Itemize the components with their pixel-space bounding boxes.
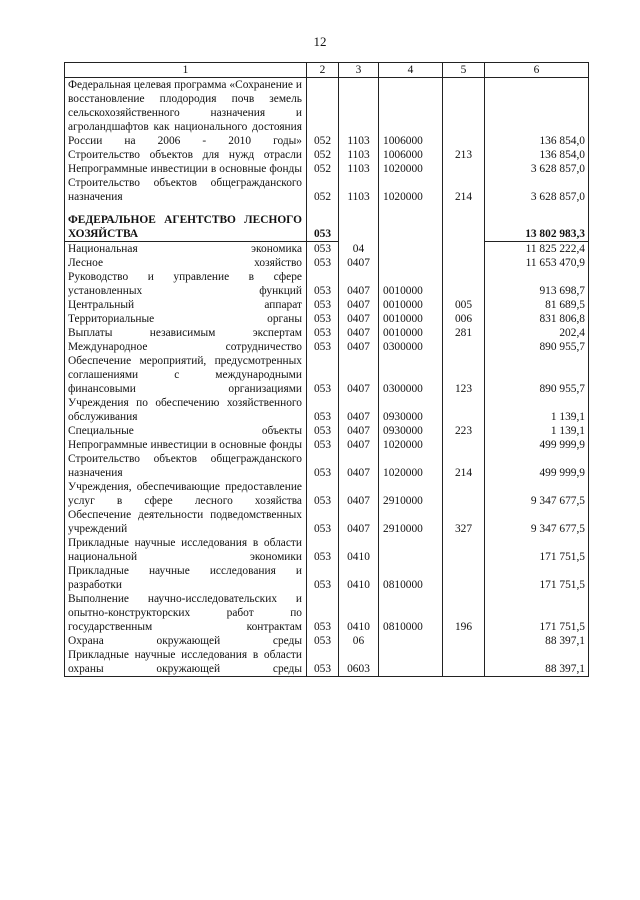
ministry-code: 053 [307,592,339,634]
section-code: 0407 [339,326,379,340]
section-code: 0407 [339,340,379,354]
table-body [65,78,589,677]
expense-type-code [443,213,485,242]
row-amount: 171 751,5 [485,536,589,564]
expense-type-code: 214 [443,176,485,204]
table-row [65,340,589,354]
row-name: Строительство объектов общегражданского назначения [65,452,307,480]
target-code: 1006000 [379,148,443,162]
table-row [65,438,589,452]
table-row [65,256,589,270]
row-name: Строительство объектов общегражданского назначения [65,176,307,204]
expense-type-code [443,536,485,564]
row-name: Прикладные научные исследования в области охраны окружающей среды [65,648,307,677]
section-code: 1103 [339,148,379,162]
ministry-code: 052 [307,162,339,176]
expense-type-code: 327 [443,508,485,536]
row-amount: 136 854,0 [485,148,589,162]
row-amount: 11 825 222,4 [485,242,589,257]
target-code: 0300000 [379,340,443,354]
ministry-code: 053 [307,508,339,536]
expense-type-code: 006 [443,312,485,326]
target-code: 1020000 [379,162,443,176]
target-code [379,213,443,242]
spacer-row [65,204,589,213]
ministry-code: 053 [307,480,339,508]
ministry-code: 052 [307,176,339,204]
row-amount: 88 397,1 [485,648,589,677]
table-row [65,326,589,340]
target-code: 0010000 [379,312,443,326]
row-name: Учреждения по обеспечению хозяйственного обслуживания [65,396,307,424]
row-name: Непрограммные инвестиции в основные фонды [65,438,307,452]
target-code: 1006000 [379,78,443,149]
ministry-code: 052 [307,148,339,162]
row-name: Обеспечение деятельности подведомственных учреждений [65,508,307,536]
target-code [379,634,443,648]
target-code [379,648,443,677]
ministry-code: 053 [307,242,339,257]
ministry-code: 053 [307,452,339,480]
expense-type-code [443,564,485,592]
row-amount: 831 806,8 [485,312,589,326]
table-row [65,270,589,298]
table-row [65,480,589,508]
spacer-cell [379,204,443,213]
table-row [65,648,589,677]
table-row [65,354,589,396]
expense-type-code [443,340,485,354]
section-code: 0407 [339,508,379,536]
row-amount: 1 139,1 [485,424,589,438]
row-amount: 202,4 [485,326,589,340]
row-name: Территориальные органы [65,312,307,326]
row-name: Международное сотрудничество [65,340,307,354]
spacer-cell [485,204,589,213]
target-code: 0010000 [379,270,443,298]
table-row [65,452,589,480]
table-row [65,396,589,424]
expense-type-code [443,162,485,176]
ministry-code: 053 [307,312,339,326]
ministry-code: 053 [307,396,339,424]
ministry-code: 053 [307,340,339,354]
table-row [65,564,589,592]
budget-table [64,62,589,677]
row-amount: 499 999,9 [485,438,589,452]
section-code: 0410 [339,592,379,634]
header-col-1: 1 [65,63,307,78]
target-code: 0810000 [379,592,443,634]
expense-type-code [443,242,485,257]
table-row [65,242,589,257]
spacer-cell [443,204,485,213]
row-name: Выполнение научно-исследовательских и опытно-конструкторских работ по государственным контрактам [65,592,307,634]
section-code: 0407 [339,480,379,508]
row-name: Лесное хозяйство [65,256,307,270]
row-name: ФЕДЕРАЛЬНОЕ АГЕНТСТВО ЛЕСНОГО ХОЗЯЙСТВА [65,213,307,242]
row-name: Строительство объектов для нужд отрасли [65,148,307,162]
row-name: Учреждения, обеспечивающие предоставление услуг в сфере лесного хозяйства [65,480,307,508]
table-row [65,162,589,176]
target-code: 1020000 [379,438,443,452]
row-amount: 9 347 677,5 [485,480,589,508]
ministry-code: 053 [307,298,339,312]
header-col-5: 5 [443,63,485,78]
section-code: 0407 [339,270,379,298]
row-amount: 3 628 857,0 [485,176,589,204]
header-col-2: 2 [307,63,339,78]
target-code [379,536,443,564]
section-code: 0407 [339,354,379,396]
row-amount: 11 653 470,9 [485,256,589,270]
ministry-code: 053 [307,270,339,298]
section-code [339,213,379,242]
row-amount: 88 397,1 [485,634,589,648]
row-amount: 890 955,7 [485,354,589,396]
target-code: 0810000 [379,564,443,592]
section-code: 0407 [339,424,379,438]
target-code: 0930000 [379,424,443,438]
section-code: 0407 [339,438,379,452]
expense-type-code [443,78,485,149]
ministry-code: 053 [307,564,339,592]
section-code: 0407 [339,312,379,326]
section-code: 0407 [339,396,379,424]
table-row [65,213,589,242]
ministry-code: 053 [307,634,339,648]
expense-type-code [443,396,485,424]
expense-type-code [443,270,485,298]
expense-type-code [443,648,485,677]
section-code: 06 [339,634,379,648]
row-amount: 499 999,9 [485,452,589,480]
row-name: Охрана окружающей среды [65,634,307,648]
spacer-cell [339,204,379,213]
table-row [65,312,589,326]
page-number: 12 [313,34,327,49]
section-code: 1103 [339,162,379,176]
table-row [65,176,589,204]
expense-type-code [443,634,485,648]
row-name: Прикладные научные исследования в области национальной экономики [65,536,307,564]
ministry-code: 053 [307,256,339,270]
section-code: 1103 [339,176,379,204]
table-row [65,424,589,438]
expense-type-code [443,480,485,508]
expense-type-code: 213 [443,148,485,162]
target-code: 0300000 [379,354,443,396]
section-code: 0407 [339,256,379,270]
section-code: 0407 [339,452,379,480]
table-row [65,298,589,312]
ministry-code: 052 [307,78,339,149]
target-code: 2910000 [379,480,443,508]
row-name: Выплаты независимым экспертам [65,326,307,340]
row-amount: 136 854,0 [485,78,589,149]
row-name: Непрограммные инвестиции в основные фонды [65,162,307,176]
table-header [65,63,589,78]
row-amount: 13 802 983,3 [485,213,589,242]
row-amount: 9 347 677,5 [485,508,589,536]
header-row [65,63,589,78]
header-col-4: 4 [379,63,443,78]
row-amount: 171 751,5 [485,564,589,592]
expense-type-code: 123 [443,354,485,396]
row-name: Национальная экономика [65,242,307,257]
table-row [65,78,589,149]
section-code: 1103 [339,78,379,149]
expense-type-code [443,438,485,452]
ministry-code: 053 [307,213,339,242]
row-amount: 913 698,7 [485,270,589,298]
row-amount: 3 628 857,0 [485,162,589,176]
row-name: Специальные объекты [65,424,307,438]
target-code: 2910000 [379,508,443,536]
table-row [65,508,589,536]
row-amount: 890 955,7 [485,340,589,354]
target-code: 1020000 [379,176,443,204]
ministry-code: 053 [307,326,339,340]
target-code: 0010000 [379,326,443,340]
section-code: 0407 [339,298,379,312]
expense-type-code: 005 [443,298,485,312]
section-code: 0410 [339,536,379,564]
row-amount: 1 139,1 [485,396,589,424]
row-name: Центральный аппарат [65,298,307,312]
row-name: Федеральная целевая программа «Сохранение и восстановление плодородия почв земель сельскохозяйственного назначения и агроландшафтов как национального достояния России на 2006 - 2010 годы» [65,78,307,149]
ministry-code: 053 [307,354,339,396]
row-name: Руководство и управление в сфере установленных функций [65,270,307,298]
section-code: 0603 [339,648,379,677]
expense-type-code [443,256,485,270]
expense-type-code: 281 [443,326,485,340]
row-amount: 81 689,5 [485,298,589,312]
spacer-cell [307,204,339,213]
target-code: 1020000 [379,452,443,480]
table-row [65,634,589,648]
spacer-cell [65,204,307,213]
ministry-code: 053 [307,536,339,564]
target-code: 0930000 [379,396,443,424]
ministry-code: 053 [307,438,339,452]
target-code [379,242,443,257]
table-row [65,592,589,634]
section-code: 04 [339,242,379,257]
header-col-3: 3 [339,63,379,78]
header-col-6: 6 [485,63,589,78]
row-amount: 171 751,5 [485,592,589,634]
section-code: 0410 [339,564,379,592]
expense-type-code: 214 [443,452,485,480]
ministry-code: 053 [307,648,339,677]
target-code [379,256,443,270]
table-row [65,148,589,162]
table-row [65,536,589,564]
target-code: 0010000 [379,298,443,312]
expense-type-code: 223 [443,424,485,438]
ministry-code: 053 [307,424,339,438]
row-name: Обеспечение мероприятий, предусмотренных соглашениями с международными финансовыми организациями [65,354,307,396]
row-name: Прикладные научные исследования и разработки [65,564,307,592]
expense-type-code: 196 [443,592,485,634]
